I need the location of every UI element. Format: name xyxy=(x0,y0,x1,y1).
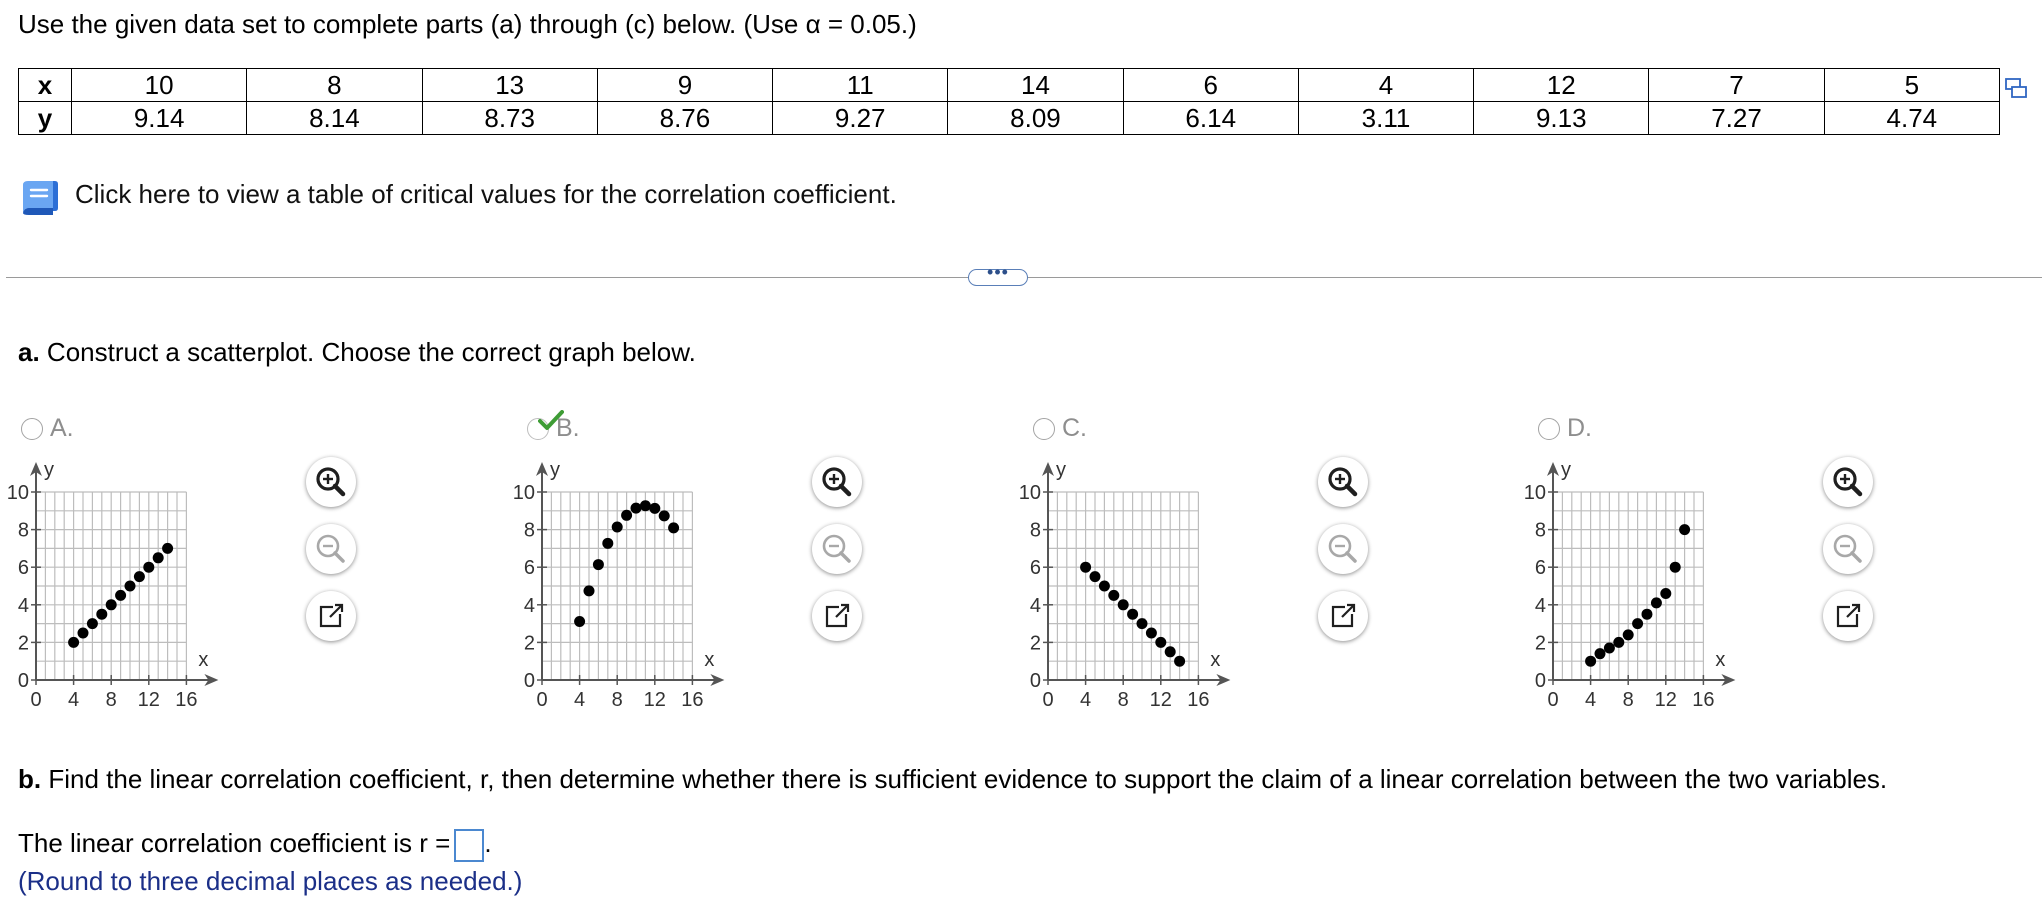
x-axis-label: x xyxy=(1210,649,1221,671)
scatter-point xyxy=(153,552,164,563)
x-tick-label: 8 xyxy=(611,689,623,711)
y-axis-label: y xyxy=(44,459,54,481)
scatter-point xyxy=(1642,609,1653,620)
scatter-point xyxy=(87,618,98,629)
critical-values-link[interactable]: Click here to view a table of critical values for the correlation coefficient. xyxy=(75,179,897,209)
y-tick-label: 4 xyxy=(1029,594,1041,617)
x-tick-label: 12 xyxy=(643,689,666,711)
y-tick-label: 8 xyxy=(1029,519,1041,542)
x-value-cell: 11 xyxy=(773,69,948,102)
x-value-cell: 14 xyxy=(948,69,1123,102)
r-answer-input[interactable] xyxy=(454,829,484,862)
option-d-external-link-button[interactable] xyxy=(1823,591,1873,641)
option-c-external-link-button[interactable] xyxy=(1318,591,1368,641)
y-tick-label: 2 xyxy=(1029,632,1041,655)
scatter-point xyxy=(134,571,145,582)
expand-button[interactable]: ••• xyxy=(968,269,1028,286)
y-value-cell: 9.27 xyxy=(773,102,948,135)
x-value-cell: 10 xyxy=(72,69,247,102)
part-a-text: Construct a scatterplot. Choose the correct graph below. xyxy=(39,337,696,367)
scatter-point xyxy=(1670,562,1681,573)
option-b-zoom-out-button[interactable] xyxy=(812,524,862,574)
y-tick-label: 0 xyxy=(1534,670,1546,692)
zoom-in-icon xyxy=(1318,457,1368,507)
scatterplot-c xyxy=(1008,459,1288,711)
scatter-point xyxy=(602,538,613,549)
option-c-zoom-out-button[interactable] xyxy=(1318,524,1368,574)
option-c-label: C. xyxy=(1062,414,1087,442)
x-header: x xyxy=(19,69,72,102)
scatter-point xyxy=(1099,581,1110,592)
y-value-cell: 3.11 xyxy=(1298,102,1473,135)
x-value-cell: 9 xyxy=(597,69,772,102)
external-link-icon xyxy=(812,591,862,641)
scatter-point xyxy=(1174,656,1185,667)
zoom-out-icon xyxy=(1318,524,1368,574)
y-tick-label: 4 xyxy=(1534,594,1546,617)
scatter-point xyxy=(1137,618,1148,629)
option-c-zoom-in-button[interactable] xyxy=(1318,457,1368,507)
x-axis-label: x xyxy=(198,649,209,671)
y-value-cell: 8.76 xyxy=(597,102,772,135)
option-a-zoom-in-button[interactable] xyxy=(306,457,356,507)
y-value-cell: 8.73 xyxy=(422,102,597,135)
table-row-y xyxy=(19,102,2000,135)
scatter-point xyxy=(1604,643,1615,654)
x-tick-label: 8 xyxy=(105,689,117,711)
zoom-out-icon xyxy=(1823,524,1873,574)
option-d-zoom-in-button[interactable] xyxy=(1823,457,1873,507)
x-tick-label: 4 xyxy=(574,689,586,711)
scatter-point xyxy=(1118,599,1129,610)
y-tick-label: 2 xyxy=(1534,632,1546,655)
x-value-cell: 13 xyxy=(422,69,597,102)
y-axis-label: y xyxy=(550,459,560,481)
zoom-in-icon xyxy=(306,457,356,507)
book-icon[interactable] xyxy=(19,175,63,219)
scatter-point xyxy=(143,562,154,573)
y-tick-label: 10 xyxy=(6,482,29,504)
external-link-icon xyxy=(1318,591,1368,641)
scatter-point xyxy=(574,616,585,627)
y-tick-label: 0 xyxy=(523,670,535,692)
x-axis-label: x xyxy=(704,649,715,671)
scatterplot-b xyxy=(502,459,782,711)
scatter-point xyxy=(1585,656,1596,667)
x-tick-label: 16 xyxy=(1692,689,1715,711)
part-b-prefix: b. xyxy=(18,764,42,794)
y-tick-label: 10 xyxy=(1018,482,1041,504)
y-tick-label: 10 xyxy=(1523,482,1546,504)
y-value-cell: 6.14 xyxy=(1123,102,1298,135)
scatter-point xyxy=(1660,588,1671,599)
x-value-cell: 6 xyxy=(1123,69,1298,102)
scatter-point xyxy=(1127,609,1138,620)
option-b-zoom-in-button[interactable] xyxy=(812,457,862,507)
part-b-prompt xyxy=(18,764,1887,795)
y-axis-label: y xyxy=(1056,459,1066,481)
x-tick-label: 16 xyxy=(681,689,704,711)
scatter-point xyxy=(1108,590,1119,601)
table-row-x xyxy=(19,69,2000,102)
x-tick-label: 4 xyxy=(68,689,80,711)
external-link-icon xyxy=(306,591,356,641)
scatter-point xyxy=(631,503,642,514)
option-b-label: B. xyxy=(556,414,580,442)
scatter-point xyxy=(78,628,89,639)
y-value-cell: 9.14 xyxy=(72,102,247,135)
scatter-point xyxy=(1165,646,1176,657)
x-tick-label: 0 xyxy=(1042,689,1054,711)
zoom-in-icon xyxy=(1823,457,1873,507)
scatter-point xyxy=(1090,571,1101,582)
x-value-cell: 5 xyxy=(1824,69,1999,102)
y-tick-label: 6 xyxy=(523,557,535,580)
y-tick-label: 0 xyxy=(17,670,29,692)
y-tick-label: 8 xyxy=(1534,519,1546,542)
y-tick-label: 2 xyxy=(17,632,29,655)
grid xyxy=(1553,492,1703,680)
option-d-zoom-out-button[interactable] xyxy=(1823,524,1873,574)
option-b-external-link-button[interactable] xyxy=(812,591,862,641)
scatter-point xyxy=(640,500,651,511)
scatter-point xyxy=(1595,648,1606,659)
x-value-cell: 4 xyxy=(1298,69,1473,102)
zoom-in-icon xyxy=(812,457,862,507)
y-header: y xyxy=(19,102,72,135)
scatter-point xyxy=(1623,629,1634,640)
y-tick-label: 4 xyxy=(523,594,535,617)
y-tick-label: 6 xyxy=(1534,557,1546,580)
grid xyxy=(1048,492,1198,680)
x-tick-label: 16 xyxy=(1187,689,1210,711)
y-tick-label: 4 xyxy=(17,594,29,617)
x-tick-label: 12 xyxy=(1149,689,1172,711)
grid xyxy=(542,492,692,680)
scatter-point xyxy=(593,559,604,570)
r-suffix: . xyxy=(484,828,492,858)
scatter-point xyxy=(659,510,670,521)
y-tick-label: 2 xyxy=(523,632,535,655)
scatter-point xyxy=(1146,628,1157,639)
option-d-radio[interactable] xyxy=(1538,418,1560,440)
scatter-point xyxy=(668,522,679,533)
scatter-point xyxy=(125,581,136,592)
data-table xyxy=(18,68,2000,135)
scatter-point xyxy=(115,590,126,601)
scatter-point xyxy=(1080,562,1091,573)
scatter-point xyxy=(1613,637,1624,648)
scatter-point xyxy=(96,609,107,620)
scatter-point xyxy=(162,543,173,554)
zoom-out-icon xyxy=(812,524,862,574)
option-d-label: D. xyxy=(1567,414,1592,442)
rounding-note: (Round to three decimal places as needed.) xyxy=(18,866,523,896)
x-tick-label: 16 xyxy=(175,689,198,711)
x-tick-label: 8 xyxy=(1117,689,1129,711)
x-tick-label: 4 xyxy=(1585,689,1597,711)
part-a-prefix: a. xyxy=(18,337,40,367)
scatter-point xyxy=(1632,618,1643,629)
r-label: The linear correlation coefficient is r = xyxy=(18,828,451,858)
y-value-cell: 4.74 xyxy=(1824,102,1999,135)
y-value-cell: 7.27 xyxy=(1649,102,1824,135)
zoom-out-icon xyxy=(306,524,356,574)
scatter-point xyxy=(1679,524,1690,535)
x-value-cell: 7 xyxy=(1649,69,1824,102)
x-tick-label: 12 xyxy=(1654,689,1677,711)
x-tick-label: 0 xyxy=(536,689,548,711)
external-link-icon xyxy=(1823,591,1873,641)
option-a-external-link-button[interactable] xyxy=(306,591,356,641)
x-tick-label: 0 xyxy=(30,689,42,711)
x-value-cell: 8 xyxy=(247,69,422,102)
scatter-point xyxy=(1651,597,1662,608)
scatter-point xyxy=(649,503,660,514)
y-tick-label: 8 xyxy=(523,519,535,542)
scatter-point xyxy=(1155,637,1166,648)
scatter-point xyxy=(68,637,79,648)
scatter-point xyxy=(612,521,623,532)
copy-table-icon[interactable] xyxy=(2005,76,2027,100)
option-a-zoom-out-button[interactable] xyxy=(306,524,356,574)
scatter-point xyxy=(621,510,632,521)
y-tick-label: 0 xyxy=(1029,670,1041,692)
part-b-text: Find the linear correlation coefficient, r, then determine whether there is sufficient evidence to support the claim of a linear correlation between the two variables. xyxy=(41,764,1888,794)
y-tick-label: 6 xyxy=(17,557,29,580)
question-intro: Use the given data set to complete parts (a) through (c) below. (Use α = 0.05.) xyxy=(18,9,917,39)
r-answer-line xyxy=(18,828,492,862)
x-tick-label: 8 xyxy=(1622,689,1634,711)
scatter-point xyxy=(584,585,595,596)
part-a-prompt xyxy=(18,337,696,368)
y-value-cell: 8.09 xyxy=(948,102,1123,135)
option-a-label: A. xyxy=(50,414,74,442)
y-value-cell: 8.14 xyxy=(247,102,422,135)
y-value-cell: 9.13 xyxy=(1474,102,1649,135)
x-tick-label: 12 xyxy=(137,689,160,711)
scatter-point xyxy=(106,599,117,610)
scatterplot-a xyxy=(0,459,276,711)
grid xyxy=(36,492,186,680)
y-tick-label: 10 xyxy=(512,482,535,504)
x-tick-label: 0 xyxy=(1547,689,1559,711)
x-tick-label: 4 xyxy=(1080,689,1092,711)
option-c-radio[interactable] xyxy=(1033,418,1055,440)
y-tick-label: 6 xyxy=(1029,557,1041,580)
option-a-radio[interactable] xyxy=(21,418,43,440)
x-axis-label: x xyxy=(1715,649,1726,671)
x-value-cell: 12 xyxy=(1474,69,1649,102)
scatterplot-d xyxy=(1513,459,1793,711)
y-tick-label: 8 xyxy=(17,519,29,542)
y-axis-label: y xyxy=(1561,459,1571,481)
